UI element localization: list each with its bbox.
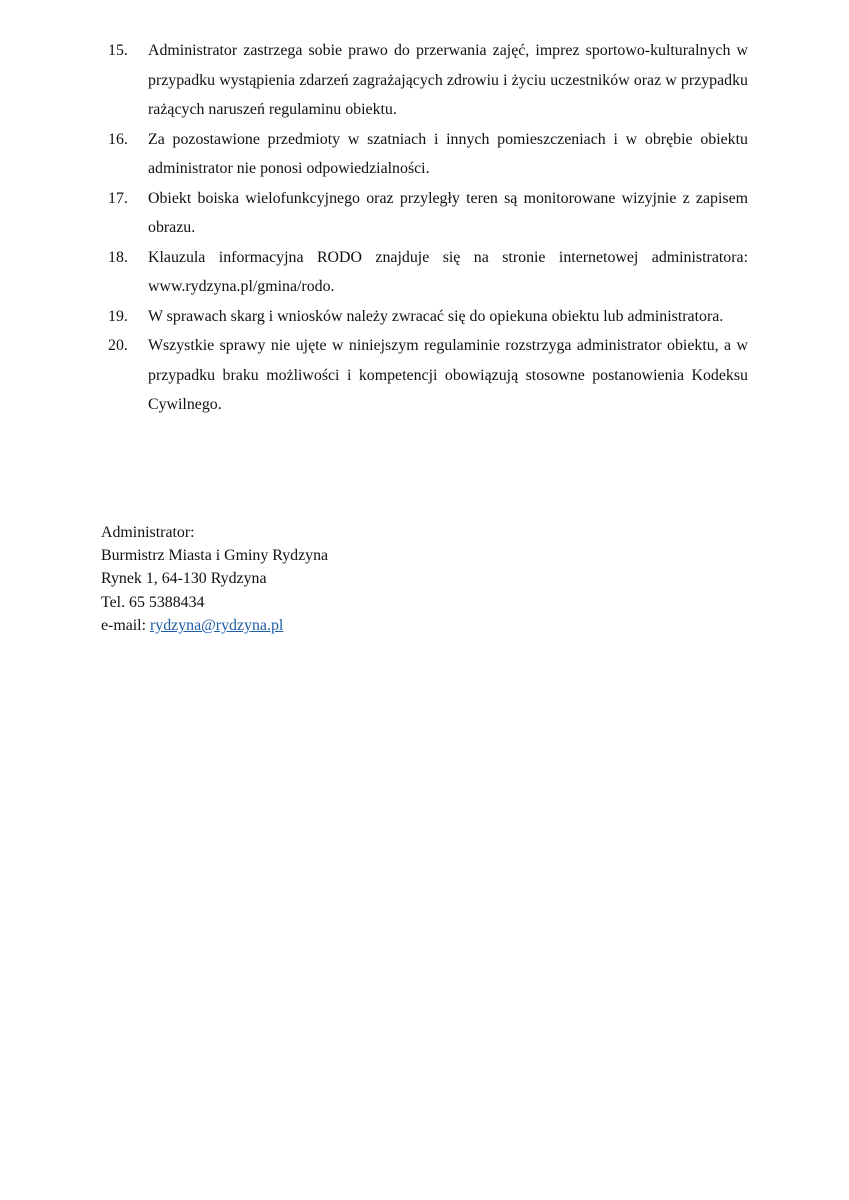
administrator-contact-block	[101, 521, 601, 637]
admin-name: Burmistrz Miasta i Gminy Rydzyna	[101, 547, 329, 565]
rule-item-15	[108, 36, 748, 125]
rule-number: 15 .	[108, 36, 144, 66]
rule-item-20	[108, 331, 748, 420]
admin-heading: Administrator:	[101, 524, 195, 541]
rule-item-19	[108, 302, 748, 332]
rule-number: 20 .	[108, 331, 144, 361]
rule-number: 16 .	[108, 125, 144, 155]
rule-item-18	[108, 243, 748, 302]
admin-address: Rynek 1, 64-130 Rydzyna	[101, 570, 267, 588]
rule-text: W sprawach skarg i wniosków należy zwracać się do opiekuna obiektu lub administratora.	[148, 307, 724, 325]
admin-phone: Tel. 65 5388434	[101, 593, 205, 611]
rule-text: Za pozostawione przedmioty w szatniach i innych pomieszczeniach i w obrębie obiektu administrator nie ponosi odpowiedzialności.	[148, 130, 748, 177]
rule-text: Klauzula informacyjna RODO znajduje się na stronie internetowej administratora: www.rydzyna.pl/gmina/rodo.	[148, 248, 748, 295]
rule-number: 19 .	[108, 302, 144, 332]
email-label: e-mail:	[101, 616, 150, 634]
rule-text: Administrator zastrzega sobie prawo do przerwania zajęć, imprez sportowo-kulturalnych w przypadku wystąpienia zdarzeń zagrażających zdrowiu i życiu uczestników oraz w przypadku rażących naruszeń regulaminu obiektu.	[148, 42, 748, 118]
rule-text: Obiekt boiska wielofunkcyjnego oraz przyległy teren są monitorowane wizyjnie z zapisem obrazu.	[148, 189, 748, 236]
admin-email-line	[101, 614, 601, 637]
rule-item-16	[108, 125, 748, 184]
rule-text: Wszystkie sprawy nie ujęte w niniejszym regulaminie rozstrzyga administrator obiektu, a w przypadku braku możliwości i kompetencji obowiązują stosowne postanowienia Kodeksu Cywilnego.	[148, 337, 748, 413]
rule-number: 17 .	[108, 184, 144, 214]
rules-list	[108, 36, 748, 420]
email-link[interactable]: rydzyna@rydzyna.pl	[149, 616, 284, 634]
rule-item-17	[108, 184, 748, 243]
rule-number: 18 .	[108, 243, 144, 273]
